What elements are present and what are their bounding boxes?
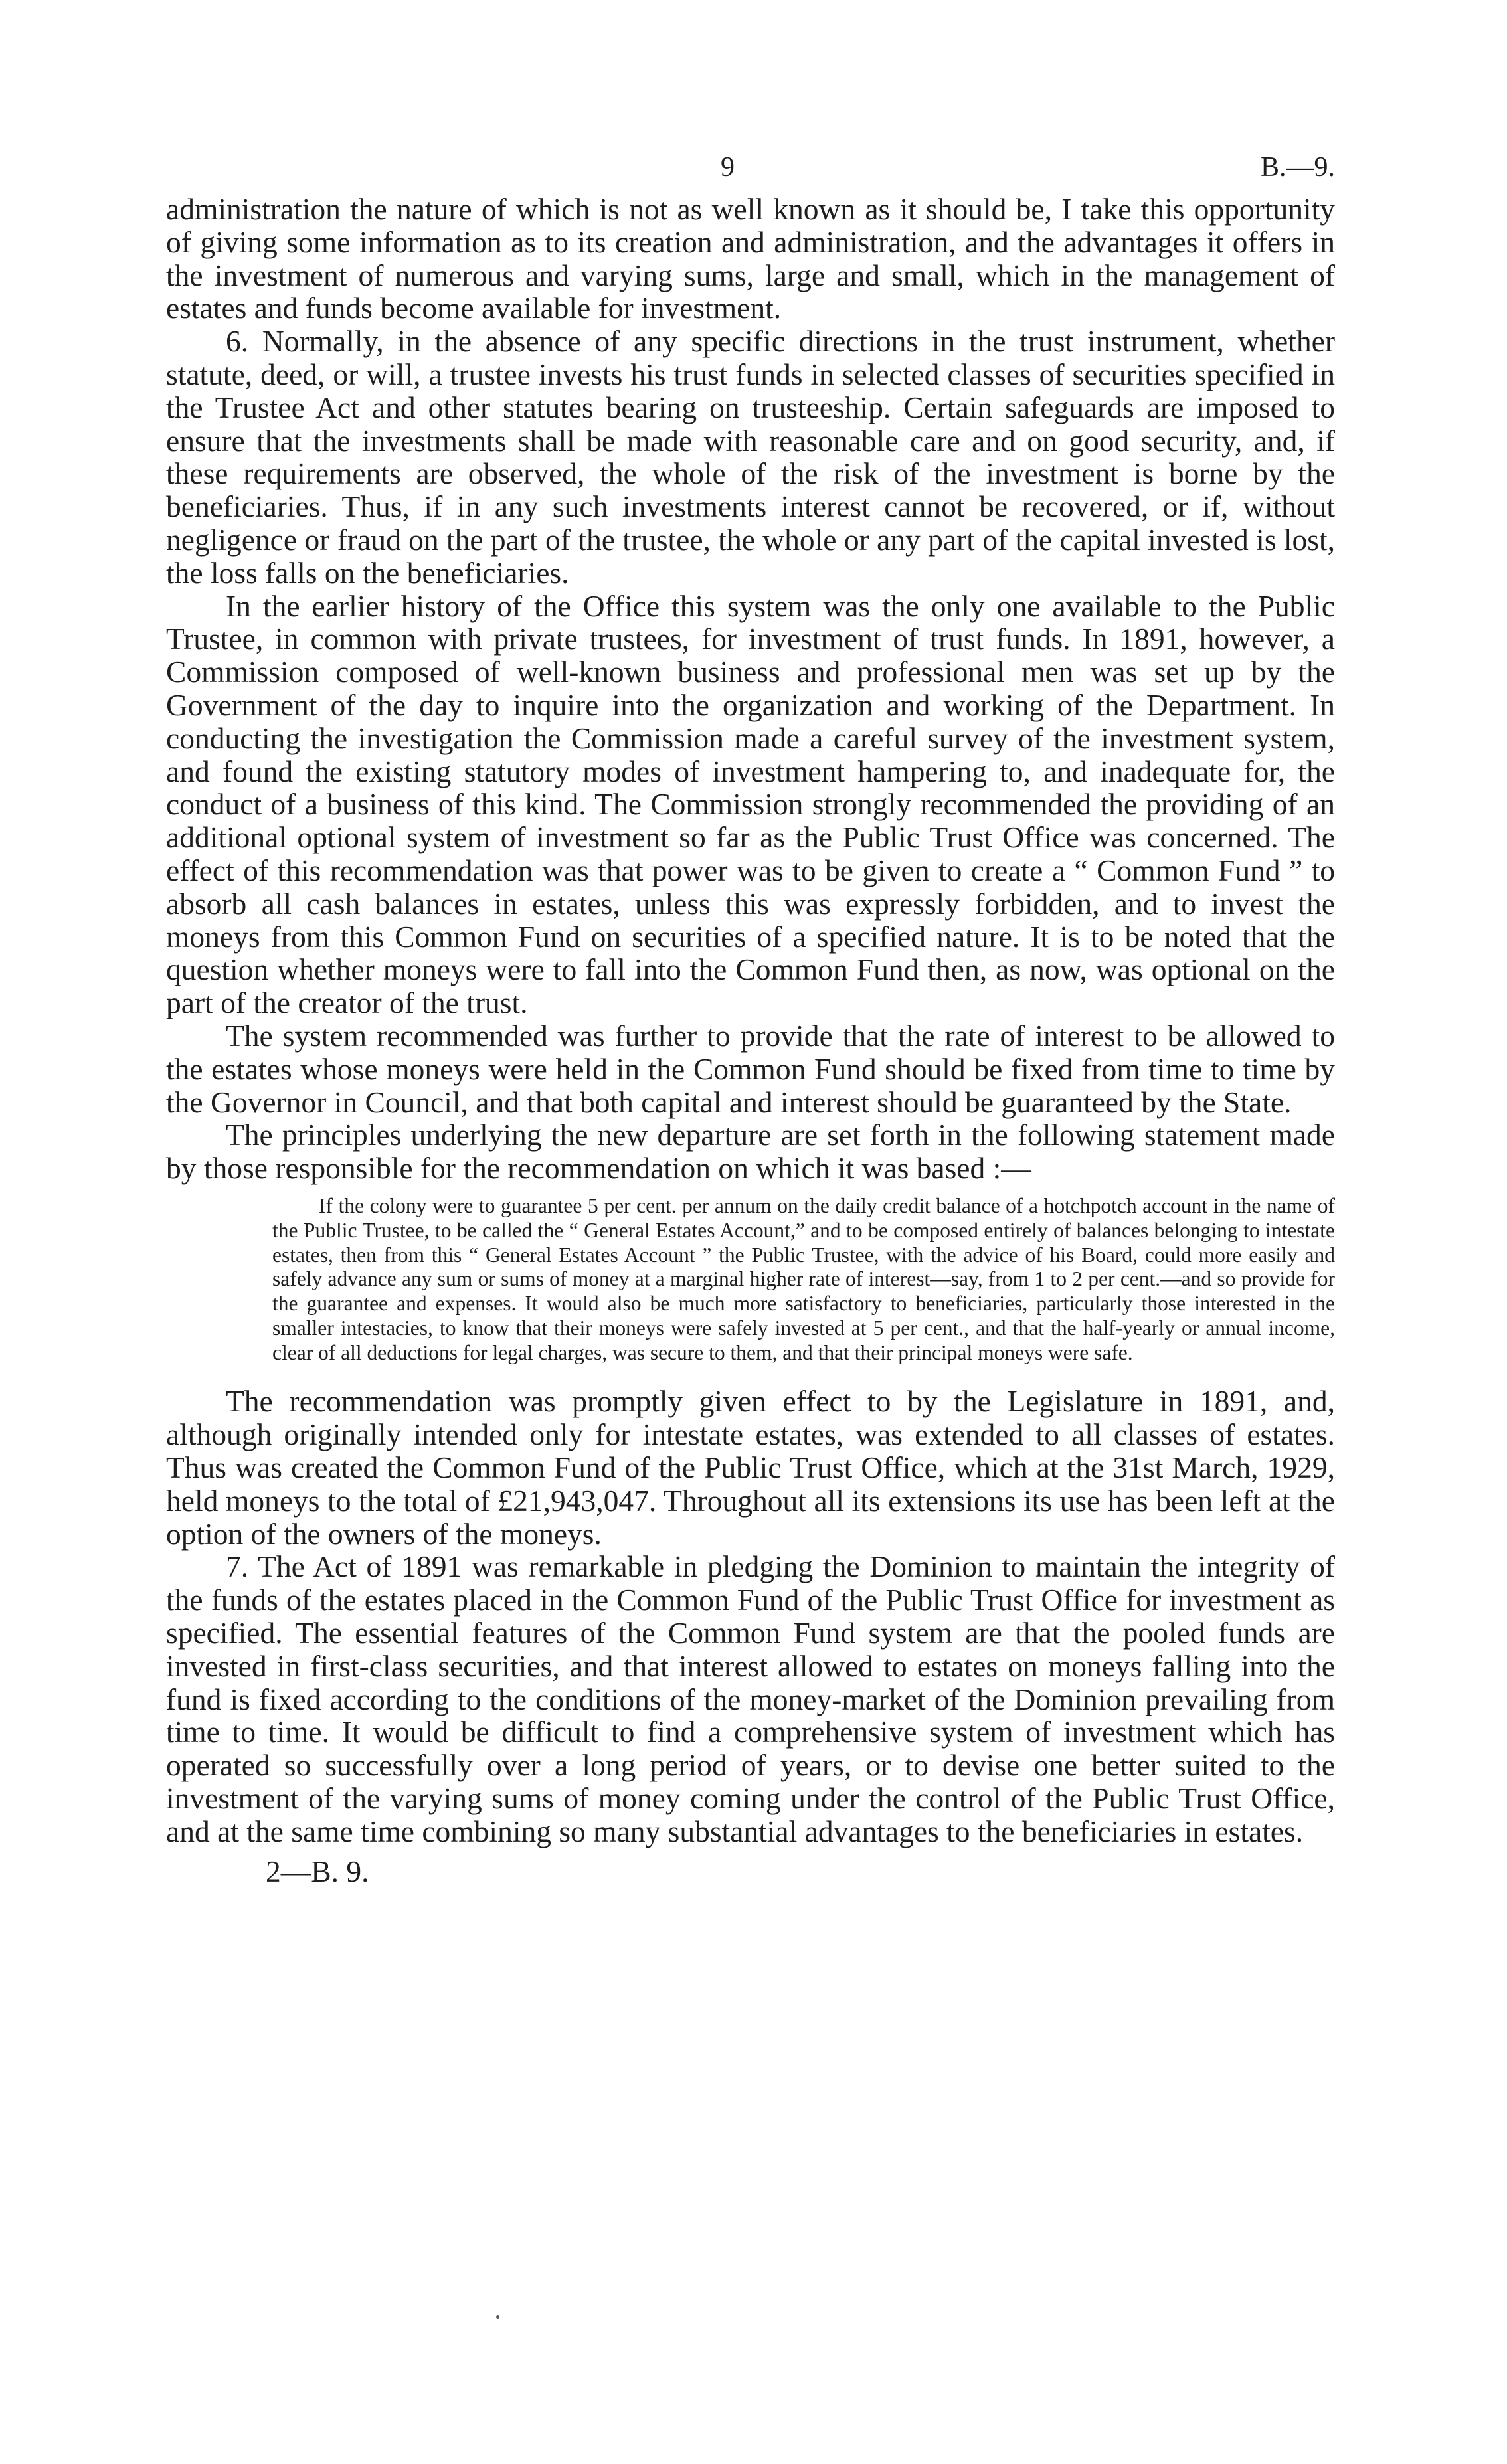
report-code: B.—9.	[1260, 152, 1335, 183]
paragraph-principles: The principles underlying the new departure are set forth in the following statement made by those responsible for the recommendation on which it was based :—	[166, 1118, 1335, 1186]
page-number: 9	[721, 152, 735, 183]
paragraph-history: In the earlier history of the Office this system was the only one available to the Public Trustee, in common with private trustees, for investment of trust funds. In 1891, however, a Commission composed of well-known business and professional men was set up by the Government of the day to inquire into the organization and working of the Department. In conducting the investigation the Commission made a careful survey of the investment system, and found the existing statutory modes of investment hampering to, and inadequate for, the conduct of a business of this kind. The Commission strongly recommended the providing of an additional optional system of investment so far as the Public Trust Office was concerned. The effect of this recommendation was that power was to be given to create a “ Common Fund ” to absorb all cash balances in estates, unless this was expressly forbidden, and to invest the moneys from this Common Fund on securities of a specified nature. It is to be noted that the question whether moneys were to fall into the Common Fund then, as now, was optional on the part of the creator of the trust.	[166, 588, 1335, 1020]
paragraph-recommendation: The recommendation was promptly given effect to by the Legislature in 1891, and, although originally intended only for intestate estates, was extended to all classes of estates. Thus was created the Common Fund of the Public Trust Office, which at the 31st March, 1929, held moneys to the total of £21,943,047. Throughout all its extensions its use has been left at the option of the owners of the moneys.	[166, 1384, 1335, 1551]
page-header	[166, 139, 1335, 193]
body-text-continued	[166, 1385, 1335, 1848]
stray-dot	[496, 2315, 499, 2319]
document-page	[166, 139, 1335, 1889]
paragraph-continuation: administration the nature of which is not as well known as it should be, I take this opportunity of giving some information as to its creation and administration, and the advantages it offers in the investment of numerous and varying sums, large and small, which in the management of estates and funds become available for investment.	[166, 192, 1335, 325]
paragraph-system: The system recommended was further to provide that the rate of interest to be allowed to the estates whose moneys were held in the Common Fund should be fixed from time to time by the Governor in Council, and that both capital and interest should be guaranteed by the State.	[166, 1018, 1335, 1119]
signature-mark: 2—B. 9.	[266, 1854, 369, 1888]
block-quote: If the colony were to guarantee 5 per cent. per annum on the daily credit balance of a hotchpotch account in the name of the Public Trustee, to be called the “ General Estates Account,” and to be composed entirely of balances belonging to intestate estates, then from this “ General Estates Account ” the Public Trustee, with the advice of his Board, could more easily and safely advance any sum or sums of money at a marginal higher rate of interest—say, from 1 to 2 per cent.—and so provide for the guarantee and expenses. It would also be much more satisfactory to beneficiaries, particularly those interested in the smaller intestacies, to know that their moneys were safely invested at 5 per cent., and that the half-yearly or annual income, clear of all deductions for legal charges, was secure to them, and that their principal moneys were safe.	[272, 1193, 1335, 1364]
paragraph-7: 7. The Act of 1891 was remarkable in pledging the Dominion to maintain the integrity of the funds of the estates placed in the Common Fund of the Public Trust Office for investment as specified. The essential features of the Common Fund system are that the pooled funds are invested in first-class securities, and that interest allowed to estates on moneys falling into the fund is fixed according to the conditions of the money-market of the Dominion prevailing from time to time. It would be difficult to find a comprehensive system of investment which has operated so successfully over a long period of years, or to devise one better suited to the investment of the varying sums of money coming under the control of the Public Trust Office, and at the same time combining so many substantial advantages to the beneficiaries in estates.	[166, 1549, 1335, 1848]
paragraph-6: 6. Normally, in the absence of any specific directions in the trust instrument, whether statute, deed, or will, a trustee invests his trust funds in selected classes of securities specified in the Trustee Act and other statutes bearing on trusteeship. Certain safeguards are imposed to ensure that the investments shall be made with reasonable care and on good security, and, if these requirements are observed, the whole of the risk of the investment is borne by the beneficiaries. Thus, if in any such investments interest cannot be recovered, or if, without negligence or fraud on the part of the trustee, the whole or any part of the capital invested is lost, the loss falls on the beneficiaries.	[166, 324, 1336, 590]
body-text	[166, 193, 1335, 1185]
